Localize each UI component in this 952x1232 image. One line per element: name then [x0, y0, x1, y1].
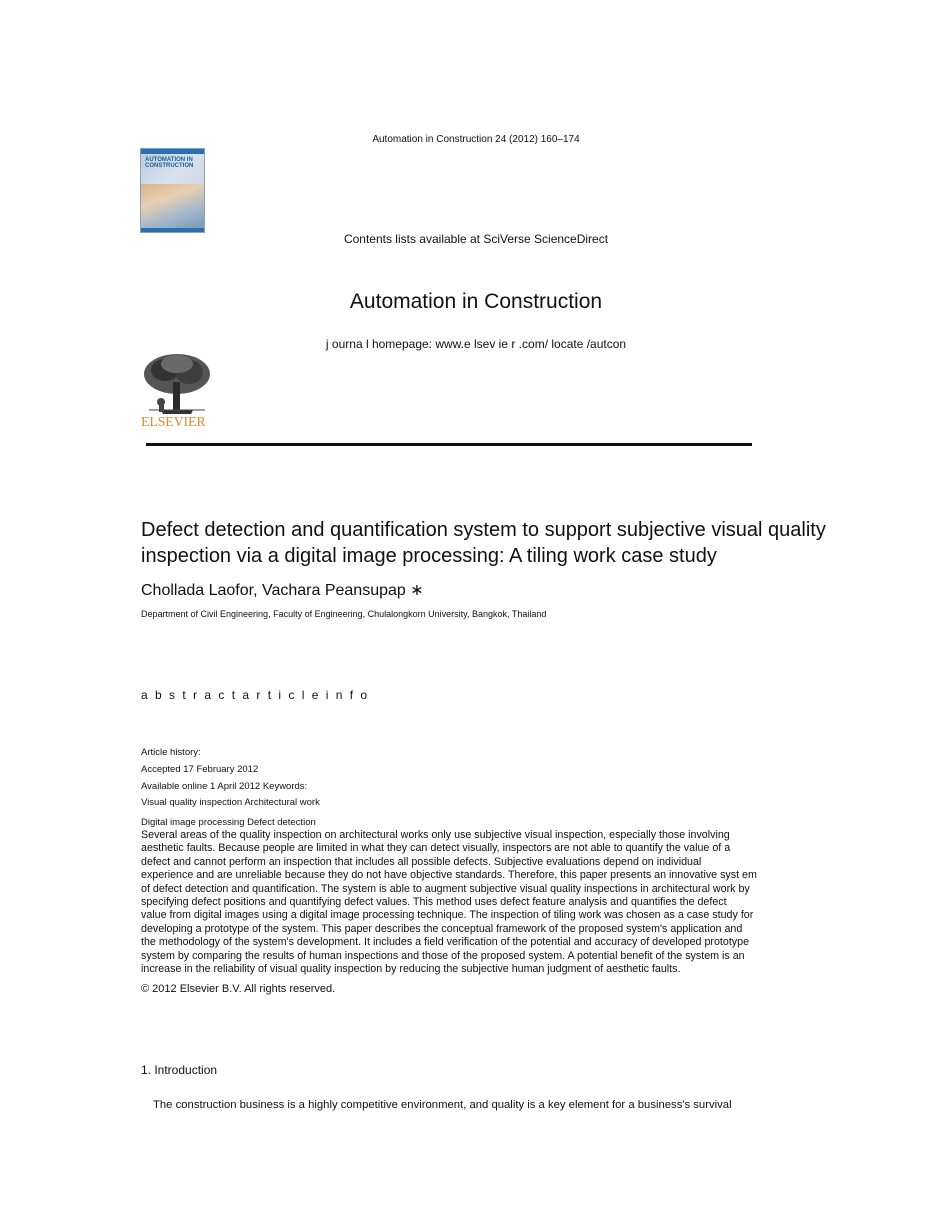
- header-divider: [146, 443, 752, 446]
- abstract-line: value from digital images using a digital image processing technique. The inspection of tiling work was chosen as a case study for: [141, 909, 754, 922]
- elsevier-logo: ELSEVIER: [141, 415, 206, 430]
- copyright-notice: © 2012 Elsevier B.V. All rights reserved.: [141, 983, 336, 995]
- online-date-keywords-label: Available online 1 April 2012 Keywords:: [141, 781, 308, 792]
- abstract-articleinfo-header: a b s t r a c t a r t i c l e i n f o: [141, 688, 370, 702]
- abstract-text: [141, 829, 821, 976]
- journal-homepage[interactable]: j ourna l homepage: www.e lsev ie r .com/ locate /autcon: [325, 337, 627, 351]
- article-history-label: Article history:: [141, 747, 201, 758]
- journal-title: Automation in Construction: [349, 290, 603, 313]
- journal-cover-image: [140, 148, 205, 233]
- abstract-line: specifying defect positions and quantifying defect values. This method uses defect feature analysis and quantifies the defect: [141, 896, 727, 909]
- abstract-line: developing a prototype of the system. This paper describes the conceptual framework of the proposed system's application and: [141, 922, 743, 935]
- abstract-line: Several areas of the quality inspection on architectural works only use subjective visual inspection, especially those involving: [141, 829, 730, 841]
- abstract-line: defect and cannot perform an inspection that includes all possible defects. Subjective evaluations depend on individual: [141, 855, 702, 868]
- abstract-line: increase in the reliability of visual quality inspection by reducing the subjective human judgment of aesthetic faults.: [141, 963, 681, 976]
- abstract-line: aesthetic faults. Because people are limited in what they can detect visually, inspectors are not able to quantify the value of a: [141, 842, 731, 855]
- introduction-heading: 1. Introduction: [141, 1063, 218, 1077]
- abstract-line: the methodology of the system's development. It includes a field verification of the potential and accuracy of developed prototype: [141, 936, 750, 949]
- article-authors: Chollada Laofor, Vachara Peansupap ∗: [141, 582, 424, 599]
- journal-citation: Automation in Construction 24 (2012) 160–174: [372, 134, 580, 145]
- abstract-line: experience and are unreliable because they do not have objective standards. Therefore, this paper presents an innovative syst em: [141, 869, 757, 882]
- keywords-line-2: Digital image processing Defect detection: [141, 817, 316, 828]
- author-affiliation: Department of Civil Engineering, Faculty of Engineering, Chulalongkorn University, Bangkok, Thailand: [141, 609, 547, 619]
- keywords-line-1: Visual quality inspection Architectural work: [141, 797, 320, 808]
- abstract-line: of defect detection and quantification. The system is able to augment subjective visual quality inspections in architectural work by: [141, 882, 750, 895]
- article-title: Defect detection and quantification system to support subjective visual quality inspection via a digital image processing: A tiling work case study: [141, 519, 826, 567]
- abstract-line: system by comparing the results of human inspections and those of the proposed system. A potential benefit of the system is an: [141, 949, 745, 962]
- cover-title: AUTOMATION IN CONSTRUCTION: [145, 157, 194, 169]
- contents-availability-note: Contents lists available at SciVerse ScienceDirect: [343, 232, 609, 246]
- accepted-date: Accepted 17 February 2012: [141, 764, 259, 775]
- introduction-first-line: The construction business is a highly competitive environment, and quality is a key element for a business's survival: [153, 1099, 732, 1111]
